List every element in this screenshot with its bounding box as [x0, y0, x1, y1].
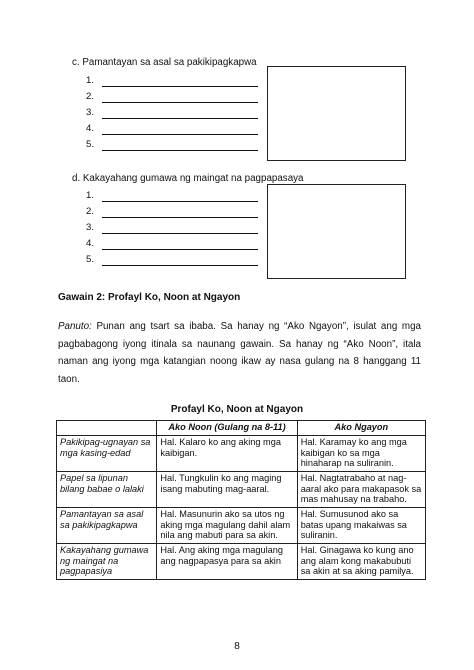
- blank-line: [102, 201, 258, 202]
- cell-ako-ngayon[interactable]: Hal. Nagtatrabaho at nag-aaral ako para makapasok sa mas mahusay na trabaho.: [297, 472, 425, 508]
- item-number: 4.: [86, 238, 95, 249]
- table-row: [57, 544, 426, 580]
- table-row: [57, 472, 426, 508]
- blank-line: [102, 118, 258, 119]
- activity-heading: Gawain 2: Profayl Ko, Noon at Ngayon: [58, 292, 241, 303]
- instructions-label: Panuto:: [58, 321, 92, 332]
- table-row: [57, 436, 426, 472]
- item-number: 1.: [86, 75, 95, 86]
- blank-line: [102, 233, 258, 234]
- page-number: 8: [234, 641, 240, 652]
- instructions-paragraph: [58, 318, 421, 388]
- section-d-title: d. Kakayahang gumawa ng maingat na pagpapasaya: [72, 173, 304, 184]
- blank-line: [102, 265, 258, 266]
- table-header-row: [57, 421, 426, 436]
- item-number: 2.: [86, 91, 95, 102]
- table-header-blank: [57, 421, 157, 436]
- cell-ako-noon[interactable]: Hal. Tungkulin ko ang maging isang mabuting mag-aaral.: [157, 472, 297, 508]
- drawing-box-d[interactable]: [267, 184, 406, 279]
- profile-table: [56, 420, 426, 580]
- cell-ako-ngayon[interactable]: Hal. Sumusunod ako sa batas upang makaiwas sa suliranin.: [297, 508, 425, 544]
- item-number: 5.: [86, 254, 95, 265]
- cell-ako-noon[interactable]: Hal. Masunurin ako sa utos ng aking mga magulang dahil alam nila ang mabuti para sa akin.: [157, 508, 297, 544]
- blank-line: [102, 102, 258, 103]
- cell-ako-noon[interactable]: Hal. Kalaro ko ang aking mga kaibigan.: [157, 436, 297, 472]
- instructions-text: Punan ang tsart sa ibaba. Sa hanay ng “Ako Ngayon”, isulat ang mga pagbabagong iyong itinala sa naunang gawain. Sa hanay ng “Ako Noon”, itala naman ang iyong mga katangian noong ikaw ay nasa gulang na 8 hanggang 11 taon.: [58, 321, 421, 385]
- blank-line: [102, 217, 258, 218]
- section-c-title: c. Pamantayan sa asal sa pakikipagkapwa: [72, 57, 257, 68]
- item-number: 1.: [86, 190, 95, 201]
- cell-ako-ngayon[interactable]: Hal. Karamay ko ang mga kaibigan ko sa mga hinaharap na suliranin.: [297, 436, 425, 472]
- drawing-box-c[interactable]: [267, 66, 406, 161]
- item-number: 4.: [86, 123, 95, 134]
- table-header-ako-ngayon: Ako Ngayon: [297, 421, 425, 436]
- item-number: 2.: [86, 206, 95, 217]
- item-number: 5.: [86, 139, 95, 150]
- item-number: 3.: [86, 107, 95, 118]
- row-category: Pamantayan sa asal sa pakikipagkapwa: [57, 508, 157, 544]
- item-number: 3.: [86, 222, 95, 233]
- table-header-ako-noon: Ako Noon (Gulang na 8-11): [157, 421, 297, 436]
- blank-line: [102, 86, 258, 87]
- cell-ako-noon[interactable]: Hal. Ang aking mga magulang ang nagpapasya para sa akin: [157, 544, 297, 580]
- blank-line: [102, 150, 258, 151]
- table-title: Profayl Ko, Noon at Ngayon: [170, 404, 304, 415]
- row-category: Kakayahang gumawa ng maingat na pagpapasiya: [57, 544, 157, 580]
- blank-line: [102, 249, 258, 250]
- blank-line: [102, 134, 258, 135]
- row-category: Papel sa lipunan bilang babae o lalaki: [57, 472, 157, 508]
- row-category: Pakikipag-ugnayan sa mga kasing-edad: [57, 436, 157, 472]
- table-row: [57, 508, 426, 544]
- cell-ako-ngayon[interactable]: Hal. Ginagawa ko kung ano ang alam kong makabubuti sa akin at sa aking pamilya.: [297, 544, 425, 580]
